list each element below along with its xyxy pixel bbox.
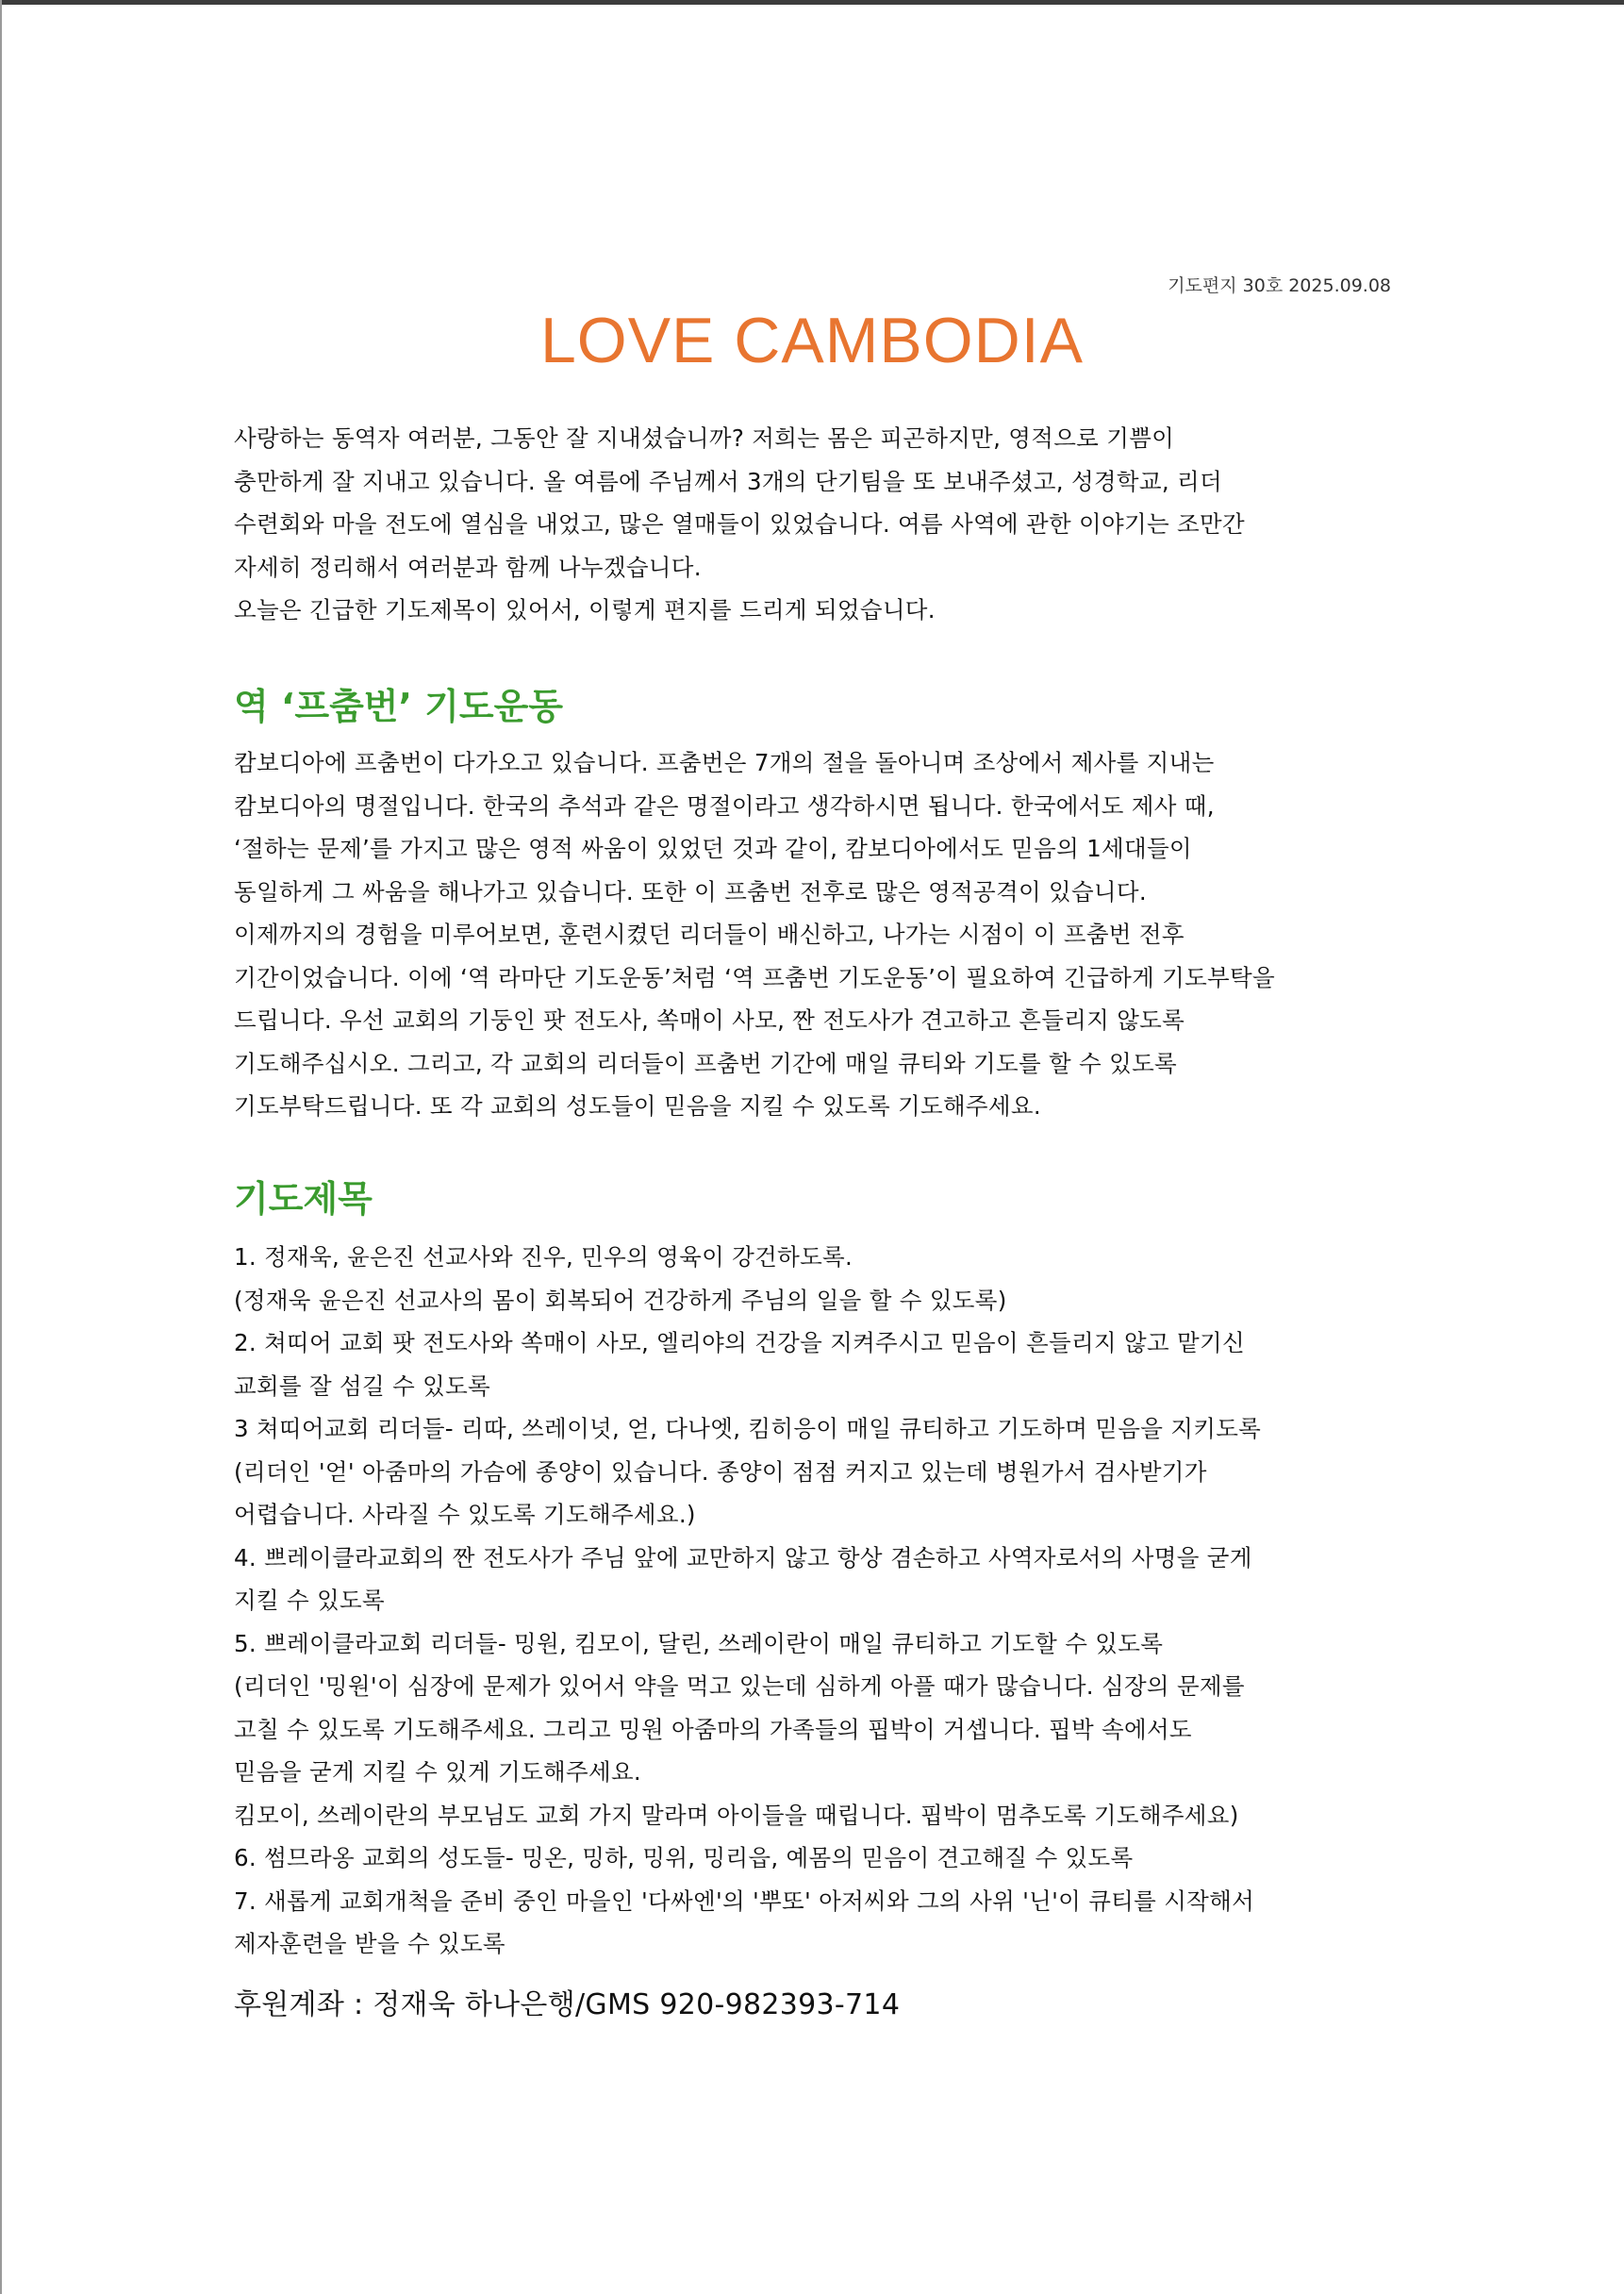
paragraph-line: 캄보디아의 명절입니다. 한국의 추석과 같은 명절이라고 생각하시면 됩니다. 한국에서도 제사 때,: [234, 791, 1215, 820]
prayer-topics-list: [234, 1236, 1394, 1966]
intro-paragraph: [234, 417, 1394, 632]
letter-title: [0, 304, 1624, 377]
prayer-topic-line: 3 쳐띠어교회 리더들- 리따, 쓰레이넛, 얻, 다나엣, 킴히응이 매일 큐티하고 기도하며 믿음을 지키도록: [234, 1415, 1262, 1442]
paragraph-line: 이제까지의 경험을 미루어보면, 훈련시켰던 리더들이 배신하고, 나가는 시점이 이 프춤번 전후: [234, 921, 1185, 948]
prayer-topic-line: 제자훈련을 받을 수 있도록: [234, 1930, 505, 1957]
paragraph-line: 캄보디아에 프춤번이 다가오고 있습니다. 프춤번은 7개의 절을 돌아니며 조상에서 제사를 지내는: [234, 749, 1215, 776]
prayer-topic-line: 1. 정재욱, 윤은진 선교사와 진우, 민우의 영육이 강건하도록.: [234, 1243, 853, 1271]
donation-account: 후원계좌 : 정재욱 하나은행/GMS 920-982393-714: [234, 1988, 901, 2021]
prayer-topic-line: (리더인 '얻' 아줌마의 가슴에 종양이 있습니다. 종양이 점점 커지고 있는데 병원가서 검사받기가: [234, 1457, 1207, 1486]
prayer-topic-line: 고칠 수 있도록 기도해주세요. 그리고 밍원 아줌마의 가족들의 핍박이 거셉니다. 핍박 속에서도: [234, 1715, 1192, 1743]
paragraph-line: 기간이었습니다. 이에 ‘역 라마단 기도운동’처럼 ‘역 프춤번 기도운동’이 필요하여 긴급하게 기도부탁을: [234, 963, 1275, 991]
prayer-topic-line: (리더인 '밍원'이 심장에 문제가 있어서 약을 먹고 있는데 심하게 아플 때가 많습니다. 심장의 문제를: [234, 1672, 1245, 1700]
letter-title-text: LOVE CAMBODIA: [539, 305, 1085, 376]
prayer-topic-line: 2. 쳐띠어 교회 팟 전도사와 쏙매이 사모, 엘리야의 건강을 지켜주시고 믿음이 흔들리지 않고 맡기신: [234, 1329, 1245, 1356]
prayer-topic-line: 믿음을 굳게 지킬 수 있게 기도해주세요.: [234, 1758, 641, 1786]
intro-line: 충만하게 잘 지내고 있습니다. 올 여름에 주님께서 3개의 단기팀을 또 보내주셨고, 성경학교, 리더: [234, 467, 1222, 495]
section-heading-prayer-topics: 기도제목: [234, 1178, 373, 1220]
intro-line: 수련회와 마을 전도에 열심을 내었고, 많은 열매들이 있었습니다. 여름 사역에 관한 이야기는 조만간: [234, 510, 1245, 538]
prayer-topic-line: 지킬 수 있도록: [234, 1587, 385, 1614]
paragraph-line: ‘절하는 문제’를 가지고 많은 영적 싸움이 있었던 것과 같이, 캄보디아에서도 믿음의 1세대들이: [234, 835, 1192, 862]
issue-info: 기도편지 30호 2025.09.08: [1168, 275, 1391, 296]
section-heading-prayer-movement: 역 ‘프춤번’ 기도운동: [234, 686, 563, 727]
paragraph-line: 기도해주십시오. 그리고, 각 교회의 리더들이 프춤번 기간에 매일 큐티와 기도를 할 수 있도록: [234, 1049, 1178, 1077]
intro-line: 자세히 정리해서 여러분과 함께 나누겠습니다.: [234, 553, 702, 581]
prayer-topic-line: 교회를 잘 섬길 수 있도록: [234, 1371, 491, 1400]
prayer-topic-line: 어렵습니다. 사라질 수 있도록 기도해주세요.): [234, 1501, 696, 1528]
intro-line: 사랑하는 동역자 여러분, 그동안 잘 지내셨습니까? 저희는 몸은 피곤하지만, 영적으로 기쁨이: [234, 424, 1175, 452]
prayer-topic-line: 킴모이, 쓰레이란의 부모님도 교회 가지 말라며 아이들을 때립니다. 핍박이 멈추도록 기도해주세요): [234, 1801, 1239, 1829]
paragraph-line: 기도부탁드립니다. 또 각 교회의 성도들이 믿음을 지킬 수 있도록 기도해주세요.: [234, 1092, 1041, 1120]
intro-line: 오늘은 긴급한 기도제목이 있어서, 이렇게 편지를 드리게 되었습니다.: [234, 596, 936, 623]
prayer-topic-line: (정재욱 윤은진 선교사의 몸이 회복되어 건강하게 주님의 일을 할 수 있도록): [234, 1286, 1007, 1314]
prayer-topic-line: 5. 쁘레이클라교회 리더들- 밍원, 킴모이, 달린, 쓰레이란이 매일 큐티하고 기도할 수 있도록: [234, 1629, 1164, 1657]
paragraph-line: 동일하게 그 싸움을 해나가고 있습니다. 또한 이 프춤번 전후로 많은 영적공격이 있습니다.: [234, 877, 1147, 906]
prayer-movement-paragraph: [234, 741, 1394, 1128]
prayer-topic-line: 6. 썸므라옹 교회의 성도들- 밍온, 밍하, 밍위, 밍리읍, 예몸의 믿음이 견고해질 수 있도록: [234, 1844, 1134, 1871]
prayer-topic-line: 4. 쁘레이클라교회의 짠 전도사가 주님 앞에 교만하지 않고 항상 겸손하고 사역자로서의 사명을 굳게: [234, 1543, 1252, 1571]
paragraph-line: 드립니다. 우선 교회의 기둥인 팟 전도사, 쏙매이 사모, 짠 전도사가 견고하고 흔들리지 않도록: [234, 1006, 1185, 1034]
prayer-topic-line: 7. 새롭게 교회개척을 준비 중인 마을인 '다싸엔'의 '뿌또' 아저씨와 그의 사위 '닌'이 큐티를 시작해서: [234, 1887, 1255, 1915]
